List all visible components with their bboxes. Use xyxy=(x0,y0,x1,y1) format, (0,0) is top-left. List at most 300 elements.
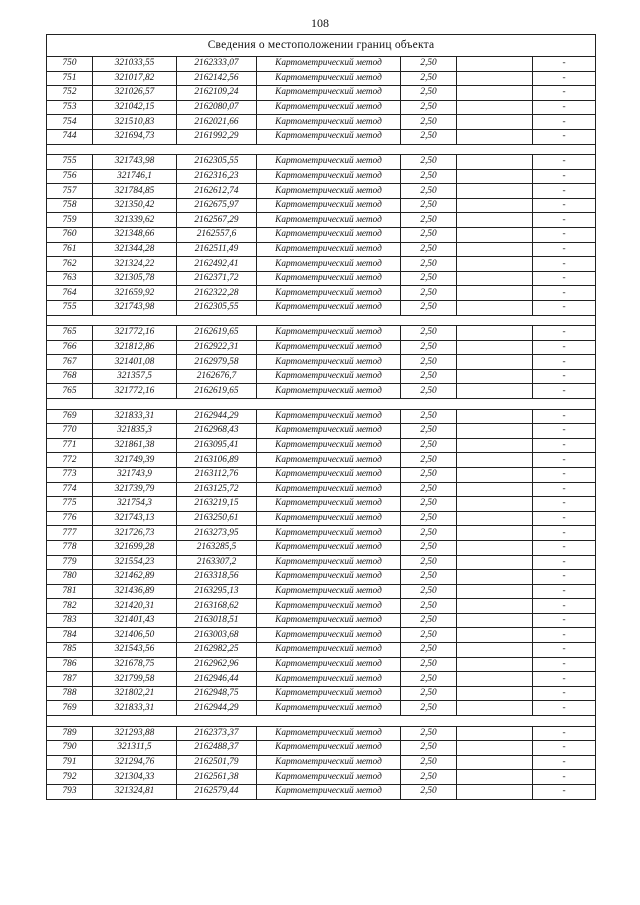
description-cell xyxy=(457,511,533,526)
note-cell: - xyxy=(533,726,596,741)
accuracy-cell: 2,50 xyxy=(401,643,457,658)
y-coordinate-cell: 2163318,56 xyxy=(177,570,257,585)
method-cell: Картометрический метод xyxy=(257,686,401,701)
method-cell: Картометрический метод xyxy=(257,384,401,399)
table-row xyxy=(47,257,596,272)
method-cell: Картометрический метод xyxy=(257,784,401,799)
table-row xyxy=(47,155,596,170)
page-number: 108 xyxy=(311,16,329,30)
x-coordinate-cell: 321799,58 xyxy=(93,672,177,687)
accuracy-cell: 2,50 xyxy=(401,409,457,424)
point-number-cell: 779 xyxy=(47,555,93,570)
description-cell xyxy=(457,741,533,756)
description-cell xyxy=(457,657,533,672)
x-coordinate-cell: 321293,88 xyxy=(93,726,177,741)
note-cell: - xyxy=(533,453,596,468)
y-coordinate-cell: 2163003,68 xyxy=(177,628,257,643)
x-coordinate-cell: 321743,9 xyxy=(93,467,177,482)
point-number-cell: 781 xyxy=(47,584,93,599)
accuracy-cell: 2,50 xyxy=(401,326,457,341)
accuracy-cell: 2,50 xyxy=(401,584,457,599)
accuracy-cell: 2,50 xyxy=(401,129,457,144)
x-coordinate-cell: 321304,33 xyxy=(93,770,177,785)
method-cell: Картометрический метод xyxy=(257,301,401,316)
table-row xyxy=(47,453,596,468)
table-row xyxy=(47,770,596,785)
description-cell xyxy=(457,784,533,799)
table-row xyxy=(47,613,596,628)
table-row xyxy=(47,599,596,614)
method-cell: Картометрический метод xyxy=(257,438,401,453)
description-cell xyxy=(457,271,533,286)
note-cell: - xyxy=(533,701,596,716)
description-cell xyxy=(457,628,533,643)
description-cell xyxy=(457,613,533,628)
point-number-cell: 768 xyxy=(47,369,93,384)
note-cell: - xyxy=(533,784,596,799)
accuracy-cell: 2,50 xyxy=(401,701,457,716)
point-number-cell: 765 xyxy=(47,384,93,399)
method-cell: Картометрический метод xyxy=(257,726,401,741)
point-number-cell: 758 xyxy=(47,198,93,213)
point-number-cell: 774 xyxy=(47,482,93,497)
point-number-cell: 769 xyxy=(47,409,93,424)
y-coordinate-cell: 2163095,41 xyxy=(177,438,257,453)
x-coordinate-cell: 321401,43 xyxy=(93,613,177,628)
x-coordinate-cell: 321726,73 xyxy=(93,526,177,541)
y-coordinate-cell: 2162922,31 xyxy=(177,340,257,355)
point-number-cell: 782 xyxy=(47,599,93,614)
y-coordinate-cell: 2162579,44 xyxy=(177,784,257,799)
description-cell xyxy=(457,184,533,199)
y-coordinate-cell: 2162511,49 xyxy=(177,242,257,257)
note-cell: - xyxy=(533,613,596,628)
x-coordinate-cell: 321739,79 xyxy=(93,482,177,497)
table-row xyxy=(47,129,596,144)
separator-cell xyxy=(47,144,596,155)
table-row xyxy=(47,355,596,370)
point-number-cell: 769 xyxy=(47,701,93,716)
accuracy-cell: 2,50 xyxy=(401,355,457,370)
x-coordinate-cell: 321861,38 xyxy=(93,438,177,453)
x-coordinate-cell: 321042,15 xyxy=(93,100,177,115)
table-row xyxy=(47,497,596,512)
note-cell: - xyxy=(533,71,596,86)
x-coordinate-cell: 321754,3 xyxy=(93,497,177,512)
method-cell: Картометрический метод xyxy=(257,340,401,355)
point-number-cell: 790 xyxy=(47,741,93,756)
table-row xyxy=(47,784,596,799)
note-cell: - xyxy=(533,228,596,243)
x-coordinate-cell: 321699,28 xyxy=(93,540,177,555)
description-cell xyxy=(457,453,533,468)
note-cell: - xyxy=(533,301,596,316)
x-coordinate-cell: 321743,98 xyxy=(93,155,177,170)
table-row xyxy=(47,228,596,243)
description-cell xyxy=(457,409,533,424)
note-cell: - xyxy=(533,628,596,643)
description-cell xyxy=(457,355,533,370)
table-title-row xyxy=(47,35,596,57)
accuracy-cell: 2,50 xyxy=(401,526,457,541)
method-cell: Картометрический метод xyxy=(257,242,401,257)
note-cell: - xyxy=(533,686,596,701)
point-number-cell: 744 xyxy=(47,129,93,144)
table-row xyxy=(47,213,596,228)
description-cell xyxy=(457,301,533,316)
y-coordinate-cell: 2162021,66 xyxy=(177,115,257,130)
note-cell: - xyxy=(533,155,596,170)
x-coordinate-cell: 321348,66 xyxy=(93,228,177,243)
table-title: Сведения о местоположении границ объекта xyxy=(47,35,596,57)
description-cell xyxy=(457,213,533,228)
y-coordinate-cell: 2162373,37 xyxy=(177,726,257,741)
accuracy-cell: 2,50 xyxy=(401,755,457,770)
x-coordinate-cell: 321420,31 xyxy=(93,599,177,614)
method-cell: Картометрический метод xyxy=(257,213,401,228)
note-cell: - xyxy=(533,570,596,585)
description-cell xyxy=(457,100,533,115)
table-row xyxy=(47,726,596,741)
point-number-cell: 773 xyxy=(47,467,93,482)
note-cell: - xyxy=(533,257,596,272)
table-row xyxy=(47,198,596,213)
x-coordinate-cell: 321802,21 xyxy=(93,686,177,701)
point-number-cell: 766 xyxy=(47,340,93,355)
method-cell: Картометрический метод xyxy=(257,129,401,144)
accuracy-cell: 2,50 xyxy=(401,155,457,170)
table-row xyxy=(47,86,596,101)
accuracy-cell: 2,50 xyxy=(401,438,457,453)
y-coordinate-cell: 2162322,28 xyxy=(177,286,257,301)
y-coordinate-cell: 2162557,6 xyxy=(177,228,257,243)
point-number-cell: 771 xyxy=(47,438,93,453)
note-cell: - xyxy=(533,741,596,756)
note-cell: - xyxy=(533,355,596,370)
description-cell xyxy=(457,555,533,570)
table-row xyxy=(47,301,596,316)
point-number-cell: 788 xyxy=(47,686,93,701)
note-cell: - xyxy=(533,213,596,228)
x-coordinate-cell: 321033,55 xyxy=(93,57,177,72)
table-row xyxy=(47,71,596,86)
method-cell: Картометрический метод xyxy=(257,169,401,184)
table-row xyxy=(47,286,596,301)
boundary-coordinates-table xyxy=(46,34,596,800)
note-cell: - xyxy=(533,129,596,144)
table-row xyxy=(47,271,596,286)
description-cell xyxy=(457,169,533,184)
separator-cell xyxy=(47,716,596,727)
method-cell: Картометрический метод xyxy=(257,467,401,482)
x-coordinate-cell: 321357,5 xyxy=(93,369,177,384)
point-number-cell: 785 xyxy=(47,643,93,658)
y-coordinate-cell: 2162567,29 xyxy=(177,213,257,228)
accuracy-cell: 2,50 xyxy=(401,301,457,316)
point-number-cell: 757 xyxy=(47,184,93,199)
accuracy-cell: 2,50 xyxy=(401,770,457,785)
y-coordinate-cell: 2162305,55 xyxy=(177,155,257,170)
table-row xyxy=(47,526,596,541)
table-row xyxy=(47,424,596,439)
note-cell: - xyxy=(533,100,596,115)
point-number-cell: 765 xyxy=(47,326,93,341)
y-coordinate-cell: 2163125,72 xyxy=(177,482,257,497)
y-coordinate-cell: 2162371,72 xyxy=(177,271,257,286)
note-cell: - xyxy=(533,657,596,672)
x-coordinate-cell: 321436,89 xyxy=(93,584,177,599)
accuracy-cell: 2,50 xyxy=(401,257,457,272)
y-coordinate-cell: 2163250,61 xyxy=(177,511,257,526)
x-coordinate-cell: 321554,23 xyxy=(93,555,177,570)
point-number-cell: 762 xyxy=(47,257,93,272)
group-separator-row xyxy=(47,315,596,326)
y-coordinate-cell: 2162142,56 xyxy=(177,71,257,86)
description-cell xyxy=(457,770,533,785)
y-coordinate-cell: 2162968,43 xyxy=(177,424,257,439)
table-row xyxy=(47,467,596,482)
note-cell: - xyxy=(533,755,596,770)
accuracy-cell: 2,50 xyxy=(401,213,457,228)
note-cell: - xyxy=(533,57,596,72)
point-number-cell: 775 xyxy=(47,497,93,512)
description-cell xyxy=(457,86,533,101)
method-cell: Картометрический метод xyxy=(257,482,401,497)
description-cell xyxy=(457,672,533,687)
point-number-cell: 772 xyxy=(47,453,93,468)
group-separator-row xyxy=(47,144,596,155)
table-row xyxy=(47,657,596,672)
accuracy-cell: 2,50 xyxy=(401,511,457,526)
accuracy-cell: 2,50 xyxy=(401,467,457,482)
note-cell: - xyxy=(533,326,596,341)
x-coordinate-cell: 321344,28 xyxy=(93,242,177,257)
point-number-cell: 764 xyxy=(47,286,93,301)
note-cell: - xyxy=(533,86,596,101)
accuracy-cell: 2,50 xyxy=(401,628,457,643)
group-separator-row xyxy=(47,399,596,410)
accuracy-cell: 2,50 xyxy=(401,242,457,257)
y-coordinate-cell: 2162675,97 xyxy=(177,198,257,213)
x-coordinate-cell: 321543,56 xyxy=(93,643,177,658)
point-number-cell: 776 xyxy=(47,511,93,526)
method-cell: Картометрический метод xyxy=(257,228,401,243)
description-cell xyxy=(457,526,533,541)
y-coordinate-cell: 2163219,15 xyxy=(177,497,257,512)
accuracy-cell: 2,50 xyxy=(401,555,457,570)
note-cell: - xyxy=(533,242,596,257)
x-coordinate-cell: 321812,86 xyxy=(93,340,177,355)
table-row xyxy=(47,570,596,585)
note-cell: - xyxy=(533,169,596,184)
point-number-cell: 777 xyxy=(47,526,93,541)
method-cell: Картометрический метод xyxy=(257,555,401,570)
y-coordinate-cell: 2162944,29 xyxy=(177,701,257,716)
description-cell xyxy=(457,257,533,272)
note-cell: - xyxy=(533,511,596,526)
description-cell xyxy=(457,482,533,497)
table-row xyxy=(47,169,596,184)
note-cell: - xyxy=(533,467,596,482)
note-cell: - xyxy=(533,369,596,384)
method-cell: Картометрический метод xyxy=(257,741,401,756)
x-coordinate-cell: 321833,31 xyxy=(93,701,177,716)
method-cell: Картометрический метод xyxy=(257,424,401,439)
table-row xyxy=(47,100,596,115)
description-cell xyxy=(457,438,533,453)
accuracy-cell: 2,50 xyxy=(401,657,457,672)
table-row xyxy=(47,672,596,687)
method-cell: Картометрический метод xyxy=(257,613,401,628)
accuracy-cell: 2,50 xyxy=(401,570,457,585)
y-coordinate-cell: 2162676,7 xyxy=(177,369,257,384)
note-cell: - xyxy=(533,115,596,130)
y-coordinate-cell: 2162979,58 xyxy=(177,355,257,370)
point-number-cell: 759 xyxy=(47,213,93,228)
description-cell xyxy=(457,701,533,716)
table-row xyxy=(47,184,596,199)
point-number-cell: 763 xyxy=(47,271,93,286)
point-number-cell: 750 xyxy=(47,57,93,72)
description-cell xyxy=(457,57,533,72)
point-number-cell: 754 xyxy=(47,115,93,130)
y-coordinate-cell: 2162619,65 xyxy=(177,384,257,399)
accuracy-cell: 2,50 xyxy=(401,726,457,741)
method-cell: Картометрический метод xyxy=(257,198,401,213)
point-number-cell: 792 xyxy=(47,770,93,785)
point-number-cell: 778 xyxy=(47,540,93,555)
table-row xyxy=(47,369,596,384)
accuracy-cell: 2,50 xyxy=(401,784,457,799)
accuracy-cell: 2,50 xyxy=(401,71,457,86)
x-coordinate-cell: 321659,92 xyxy=(93,286,177,301)
y-coordinate-cell: 2162962,96 xyxy=(177,657,257,672)
method-cell: Картометрический метод xyxy=(257,599,401,614)
table-row xyxy=(47,540,596,555)
note-cell: - xyxy=(533,340,596,355)
method-cell: Картометрический метод xyxy=(257,672,401,687)
table-row xyxy=(47,555,596,570)
group-separator-row xyxy=(47,716,596,727)
x-coordinate-cell: 321311,5 xyxy=(93,741,177,756)
x-coordinate-cell: 321694,73 xyxy=(93,129,177,144)
y-coordinate-cell: 2162948,75 xyxy=(177,686,257,701)
accuracy-cell: 2,50 xyxy=(401,169,457,184)
point-number-cell: 753 xyxy=(47,100,93,115)
x-coordinate-cell: 321339,62 xyxy=(93,213,177,228)
description-cell xyxy=(457,467,533,482)
x-coordinate-cell: 321305,78 xyxy=(93,271,177,286)
method-cell: Картометрический метод xyxy=(257,770,401,785)
note-cell: - xyxy=(533,271,596,286)
description-cell xyxy=(457,286,533,301)
accuracy-cell: 2,50 xyxy=(401,100,457,115)
x-coordinate-cell: 321749,39 xyxy=(93,453,177,468)
accuracy-cell: 2,50 xyxy=(401,271,457,286)
accuracy-cell: 2,50 xyxy=(401,86,457,101)
table-row xyxy=(47,115,596,130)
accuracy-cell: 2,50 xyxy=(401,497,457,512)
x-coordinate-cell: 321510,83 xyxy=(93,115,177,130)
y-coordinate-cell: 2162612,74 xyxy=(177,184,257,199)
x-coordinate-cell: 321406,50 xyxy=(93,628,177,643)
table-row xyxy=(47,242,596,257)
point-number-cell: 786 xyxy=(47,657,93,672)
description-cell xyxy=(457,326,533,341)
y-coordinate-cell: 2162561,38 xyxy=(177,770,257,785)
table-row xyxy=(47,741,596,756)
accuracy-cell: 2,50 xyxy=(401,741,457,756)
method-cell: Картометрический метод xyxy=(257,71,401,86)
accuracy-cell: 2,50 xyxy=(401,672,457,687)
accuracy-cell: 2,50 xyxy=(401,115,457,130)
description-cell xyxy=(457,726,533,741)
y-coordinate-cell: 2162080,07 xyxy=(177,100,257,115)
method-cell: Картометрический метод xyxy=(257,257,401,272)
y-coordinate-cell: 2163307,2 xyxy=(177,555,257,570)
point-number-cell: 784 xyxy=(47,628,93,643)
note-cell: - xyxy=(533,286,596,301)
note-cell: - xyxy=(533,482,596,497)
x-coordinate-cell: 321784,85 xyxy=(93,184,177,199)
x-coordinate-cell: 321833,31 xyxy=(93,409,177,424)
accuracy-cell: 2,50 xyxy=(401,424,457,439)
note-cell: - xyxy=(533,424,596,439)
description-cell xyxy=(457,599,533,614)
y-coordinate-cell: 2162982,25 xyxy=(177,643,257,658)
method-cell: Картометрический метод xyxy=(257,755,401,770)
table-row xyxy=(47,438,596,453)
point-number-cell: 751 xyxy=(47,71,93,86)
separator-cell xyxy=(47,399,596,410)
description-cell xyxy=(457,129,533,144)
method-cell: Картометрический метод xyxy=(257,657,401,672)
accuracy-cell: 2,50 xyxy=(401,482,457,497)
method-cell: Картометрический метод xyxy=(257,570,401,585)
x-coordinate-cell: 321324,81 xyxy=(93,784,177,799)
description-cell xyxy=(457,155,533,170)
point-number-cell: 761 xyxy=(47,242,93,257)
table-row xyxy=(47,643,596,658)
note-cell: - xyxy=(533,540,596,555)
y-coordinate-cell: 2162333,07 xyxy=(177,57,257,72)
method-cell: Картометрический метод xyxy=(257,57,401,72)
point-number-cell: 787 xyxy=(47,672,93,687)
x-coordinate-cell: 321746,1 xyxy=(93,169,177,184)
method-cell: Картометрический метод xyxy=(257,100,401,115)
x-coordinate-cell: 321462,89 xyxy=(93,570,177,585)
y-coordinate-cell: 2162109,24 xyxy=(177,86,257,101)
description-cell xyxy=(457,570,533,585)
method-cell: Картометрический метод xyxy=(257,409,401,424)
method-cell: Картометрический метод xyxy=(257,643,401,658)
x-coordinate-cell: 321772,16 xyxy=(93,326,177,341)
accuracy-cell: 2,50 xyxy=(401,184,457,199)
y-coordinate-cell: 2162946,44 xyxy=(177,672,257,687)
x-coordinate-cell: 321350,42 xyxy=(93,198,177,213)
description-cell xyxy=(457,755,533,770)
table-row xyxy=(47,326,596,341)
note-cell: - xyxy=(533,438,596,453)
y-coordinate-cell: 2162316,23 xyxy=(177,169,257,184)
accuracy-cell: 2,50 xyxy=(401,613,457,628)
point-number-cell: 783 xyxy=(47,613,93,628)
point-number-cell: 752 xyxy=(47,86,93,101)
accuracy-cell: 2,50 xyxy=(401,686,457,701)
y-coordinate-cell: 2161992,29 xyxy=(177,129,257,144)
y-coordinate-cell: 2163018,51 xyxy=(177,613,257,628)
method-cell: Картометрический метод xyxy=(257,155,401,170)
